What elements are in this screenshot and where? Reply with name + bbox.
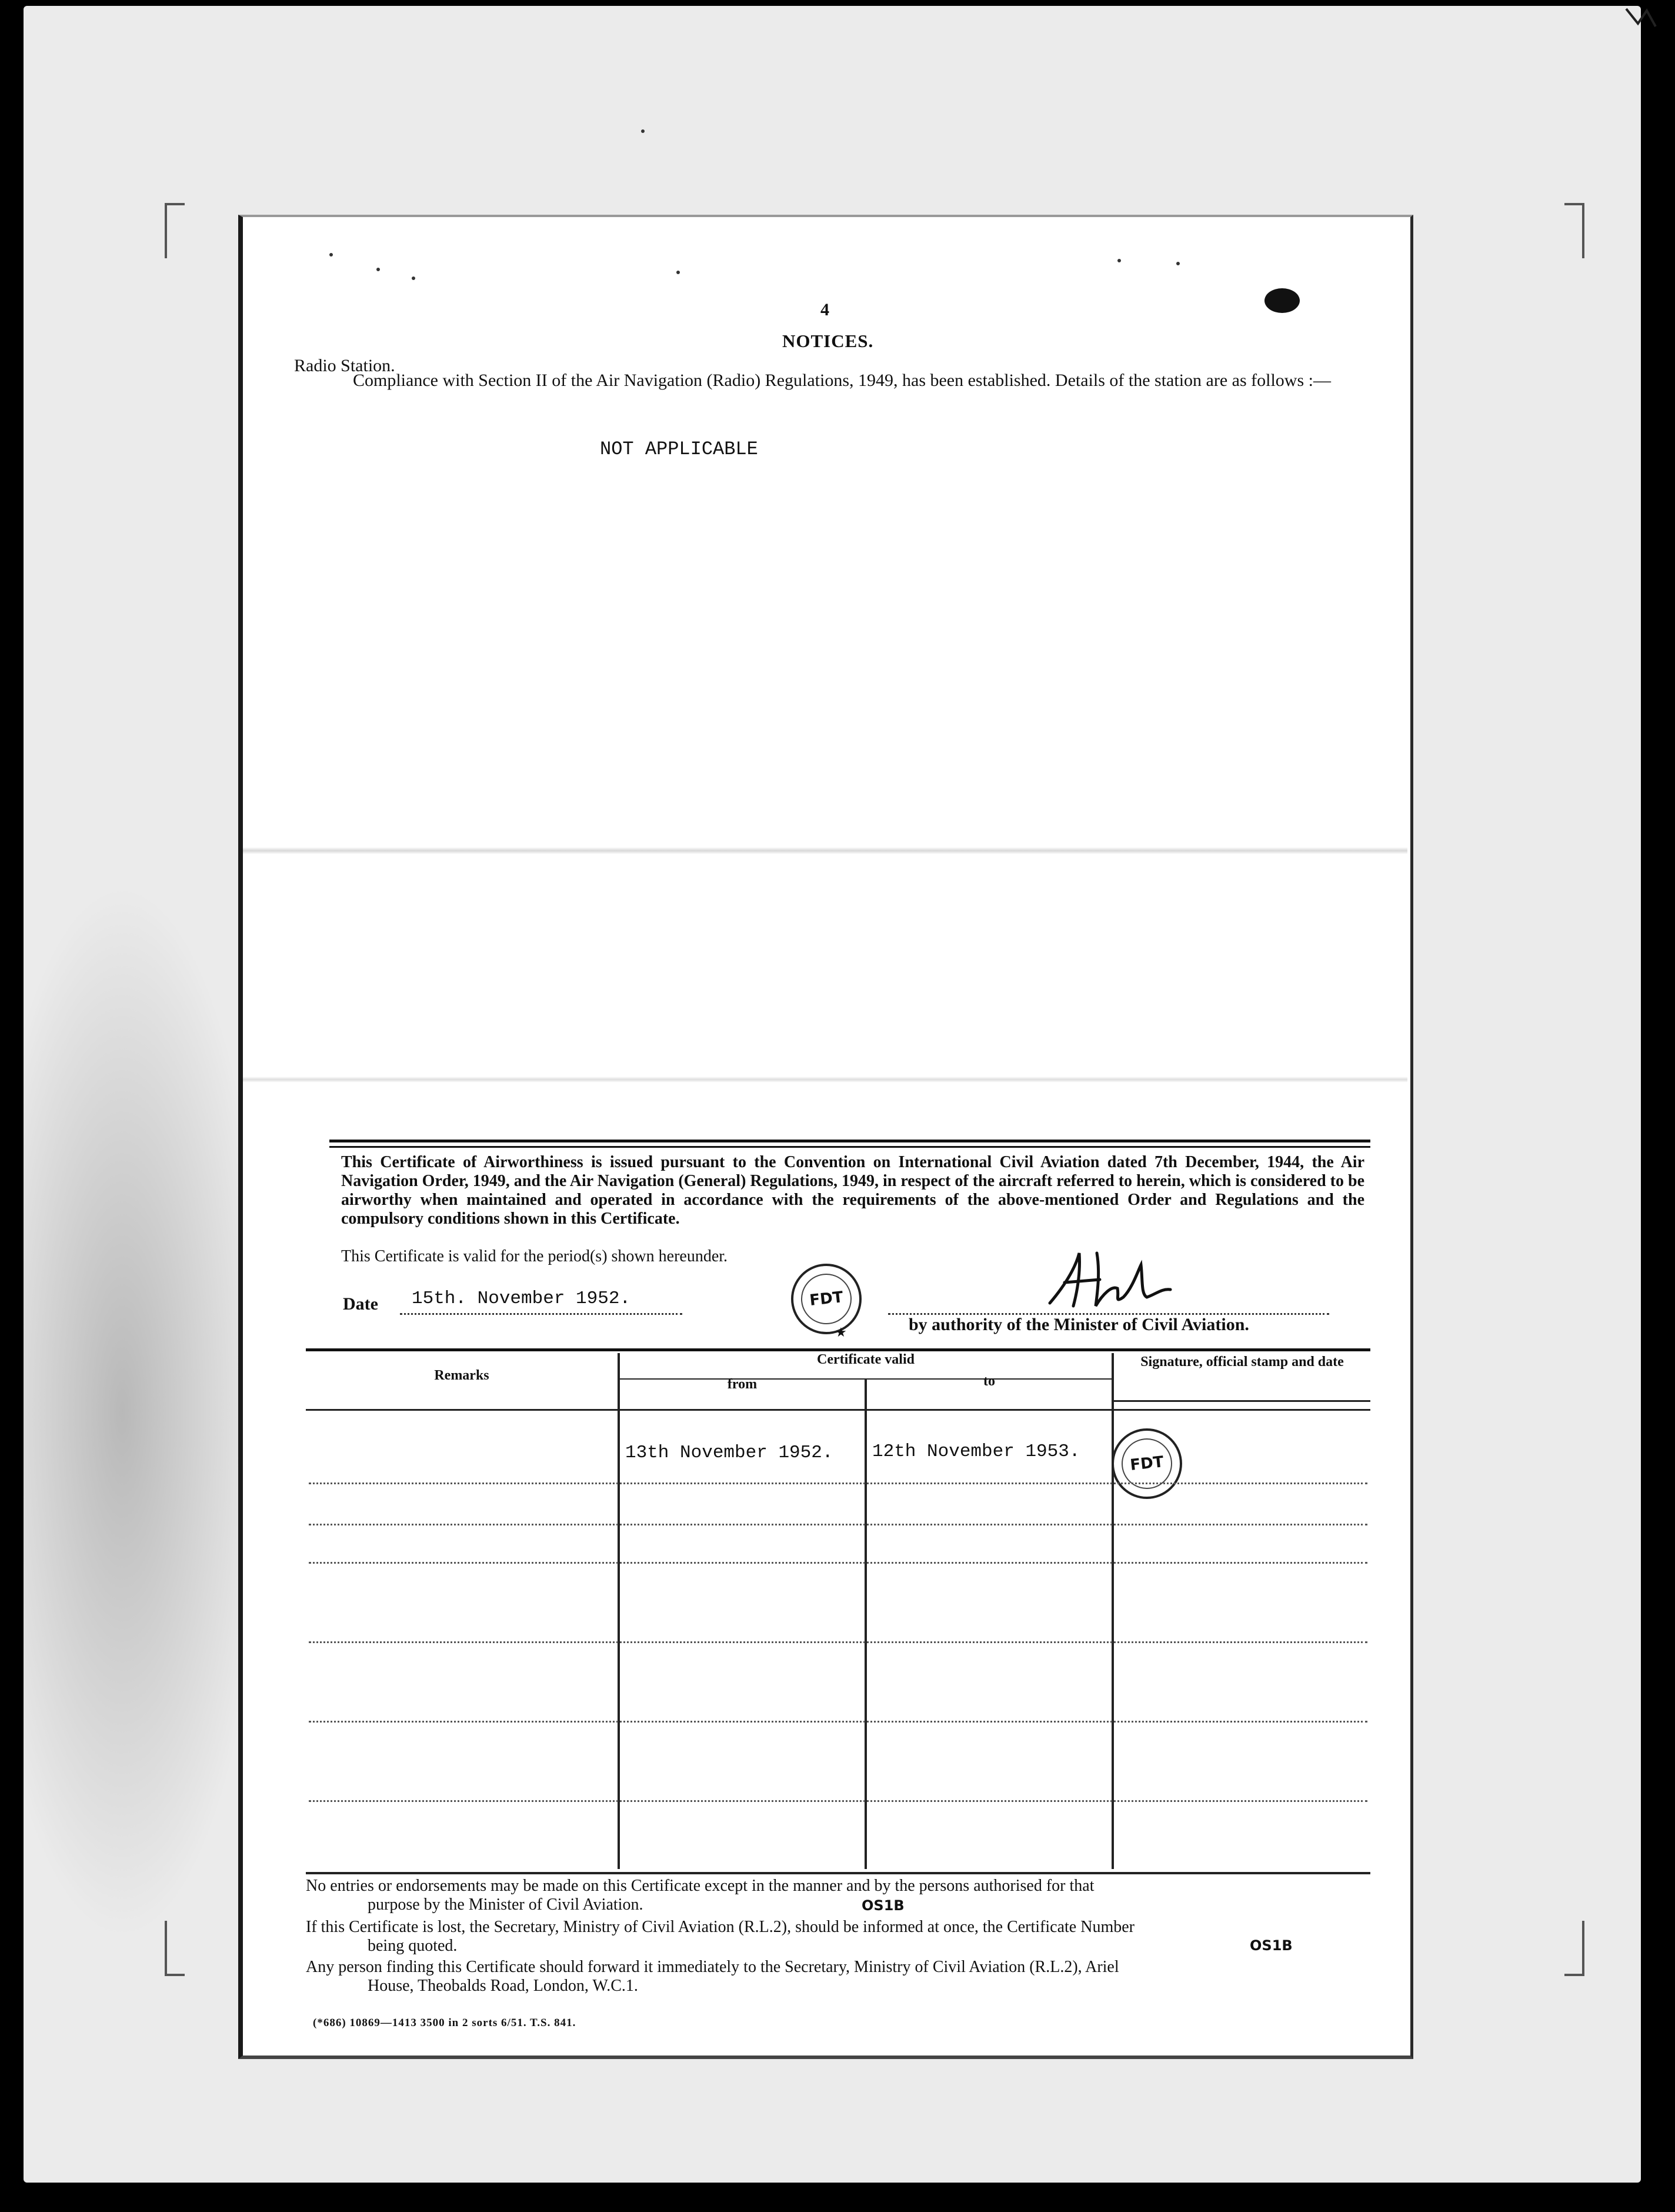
header-certificate-valid: Certificate valid [817,1352,915,1367]
handwritten-signature [1044,1247,1185,1312]
table-column-divider [865,1380,867,1869]
speck [376,268,380,271]
table-row-line [309,1483,1367,1484]
stamp-initials: FDT [1119,1436,1175,1492]
crop-mark-bottom-left [165,1921,185,1976]
paper-fold-line [243,1077,1407,1082]
crop-mark-bottom-right [1564,1921,1584,1976]
ink-blot [1264,288,1300,313]
validity-table [306,1348,1370,1874]
speck [1176,262,1180,265]
official-stamp [791,1264,862,1334]
footer-endorsement-notice-cont: purpose by the Minister of Civil Aviation. [368,1895,643,1914]
stamp-initials: FDT [799,1271,855,1327]
radio-station-heading: Radio Station. [294,356,395,375]
crop-mark-top-right [1564,203,1584,258]
table-row-line [309,1562,1367,1564]
printer-imprint: (*686) 10869—1413 3500 in 2 sorts 6/51. T.S. 841. [313,2017,576,2029]
row-1-from: 13th November 1952. [625,1443,833,1463]
speck [641,129,645,133]
table-header-rule [306,1409,1370,1411]
table-row-line [309,1800,1367,1802]
table-column-divider [1112,1353,1114,1869]
section-divider [329,1140,1370,1142]
header-remarks: Remarks [434,1368,489,1383]
header-from: from [727,1377,758,1392]
speck [1117,259,1121,262]
radio-compliance-text: Compliance with Section II of the Air Navigation (Radio) Regulations, 1949, has been established. Details of the station are as follows :— [353,371,1331,390]
header-to: to [983,1374,995,1389]
speck [676,271,680,274]
footer-found-notice-cont: House, Theobalds Road, London, W.C.1. [368,1977,638,1995]
stamp-star-icon: ★ [835,1325,847,1340]
table-column-divider [618,1353,620,1869]
paper-fold-line [243,847,1407,854]
footer-lost-notice: If this Certificate is lost, the Secretary, Ministry of Civil Aviation (R.L.2), should be informed at once, the Certificate Number [306,1918,1135,1936]
date-dotted-line [400,1313,682,1315]
issue-date: 15th. November 1952. [412,1288,631,1309]
certificate-statement: This Certificate of Airworthiness is issued pursuant to the Convention on International Civil Aviation dated 7th December, 1944, the Air Navigation Order, 1949, and the Air Navigation (General) Regulations, 1949, in respect of the aircraft referred to herein, which is considered to be airworthy when maintained and operated in accordance with the requirements of the above-mentioned Order and Regulations and the compulsory conditions shown in this Certificate. [341,1153,1364,1228]
footer-endorsement-notice: No entries or endorsements may be made on this Certificate except in the manner and by the persons authorised for that [306,1877,1095,1895]
footer-found-notice: Any person finding this Certificate should forward it immediately to the Secretary, Ministry of Civil Aviation (R.L.2), Ariel [306,1958,1119,1976]
table-row-line [309,1641,1367,1643]
scan-smudge [24,882,271,1941]
row-1-to: 12th November 1953. [872,1441,1080,1462]
validity-note: This Certificate is valid for the period(s) shown hereunder. [341,1247,728,1265]
date-label: Date [343,1294,378,1314]
footer-lost-notice-cont: being quoted. [368,1937,458,1955]
handwritten-annotation: OS1B [1250,1937,1293,1954]
corner-tear-mark [1623,6,1659,29]
authority-line: by authority of the Minister of Civil Aviation. [909,1315,1249,1334]
table-row-line [309,1721,1367,1723]
page-number: 4 [820,300,829,319]
speck [329,253,333,256]
page-title: NOTICES. [782,331,874,351]
radio-details-value: NOT APPLICABLE [600,438,758,460]
header-signature: Signature, official stamp and date [1140,1354,1344,1370]
section-divider [329,1146,1370,1148]
row-1-stamp [1112,1428,1182,1499]
crop-mark-top-left [165,203,185,258]
table-row-line [309,1524,1367,1525]
speck [412,276,415,280]
handwritten-annotation: OS1B [862,1897,905,1914]
table-header-rule [1112,1400,1370,1402]
